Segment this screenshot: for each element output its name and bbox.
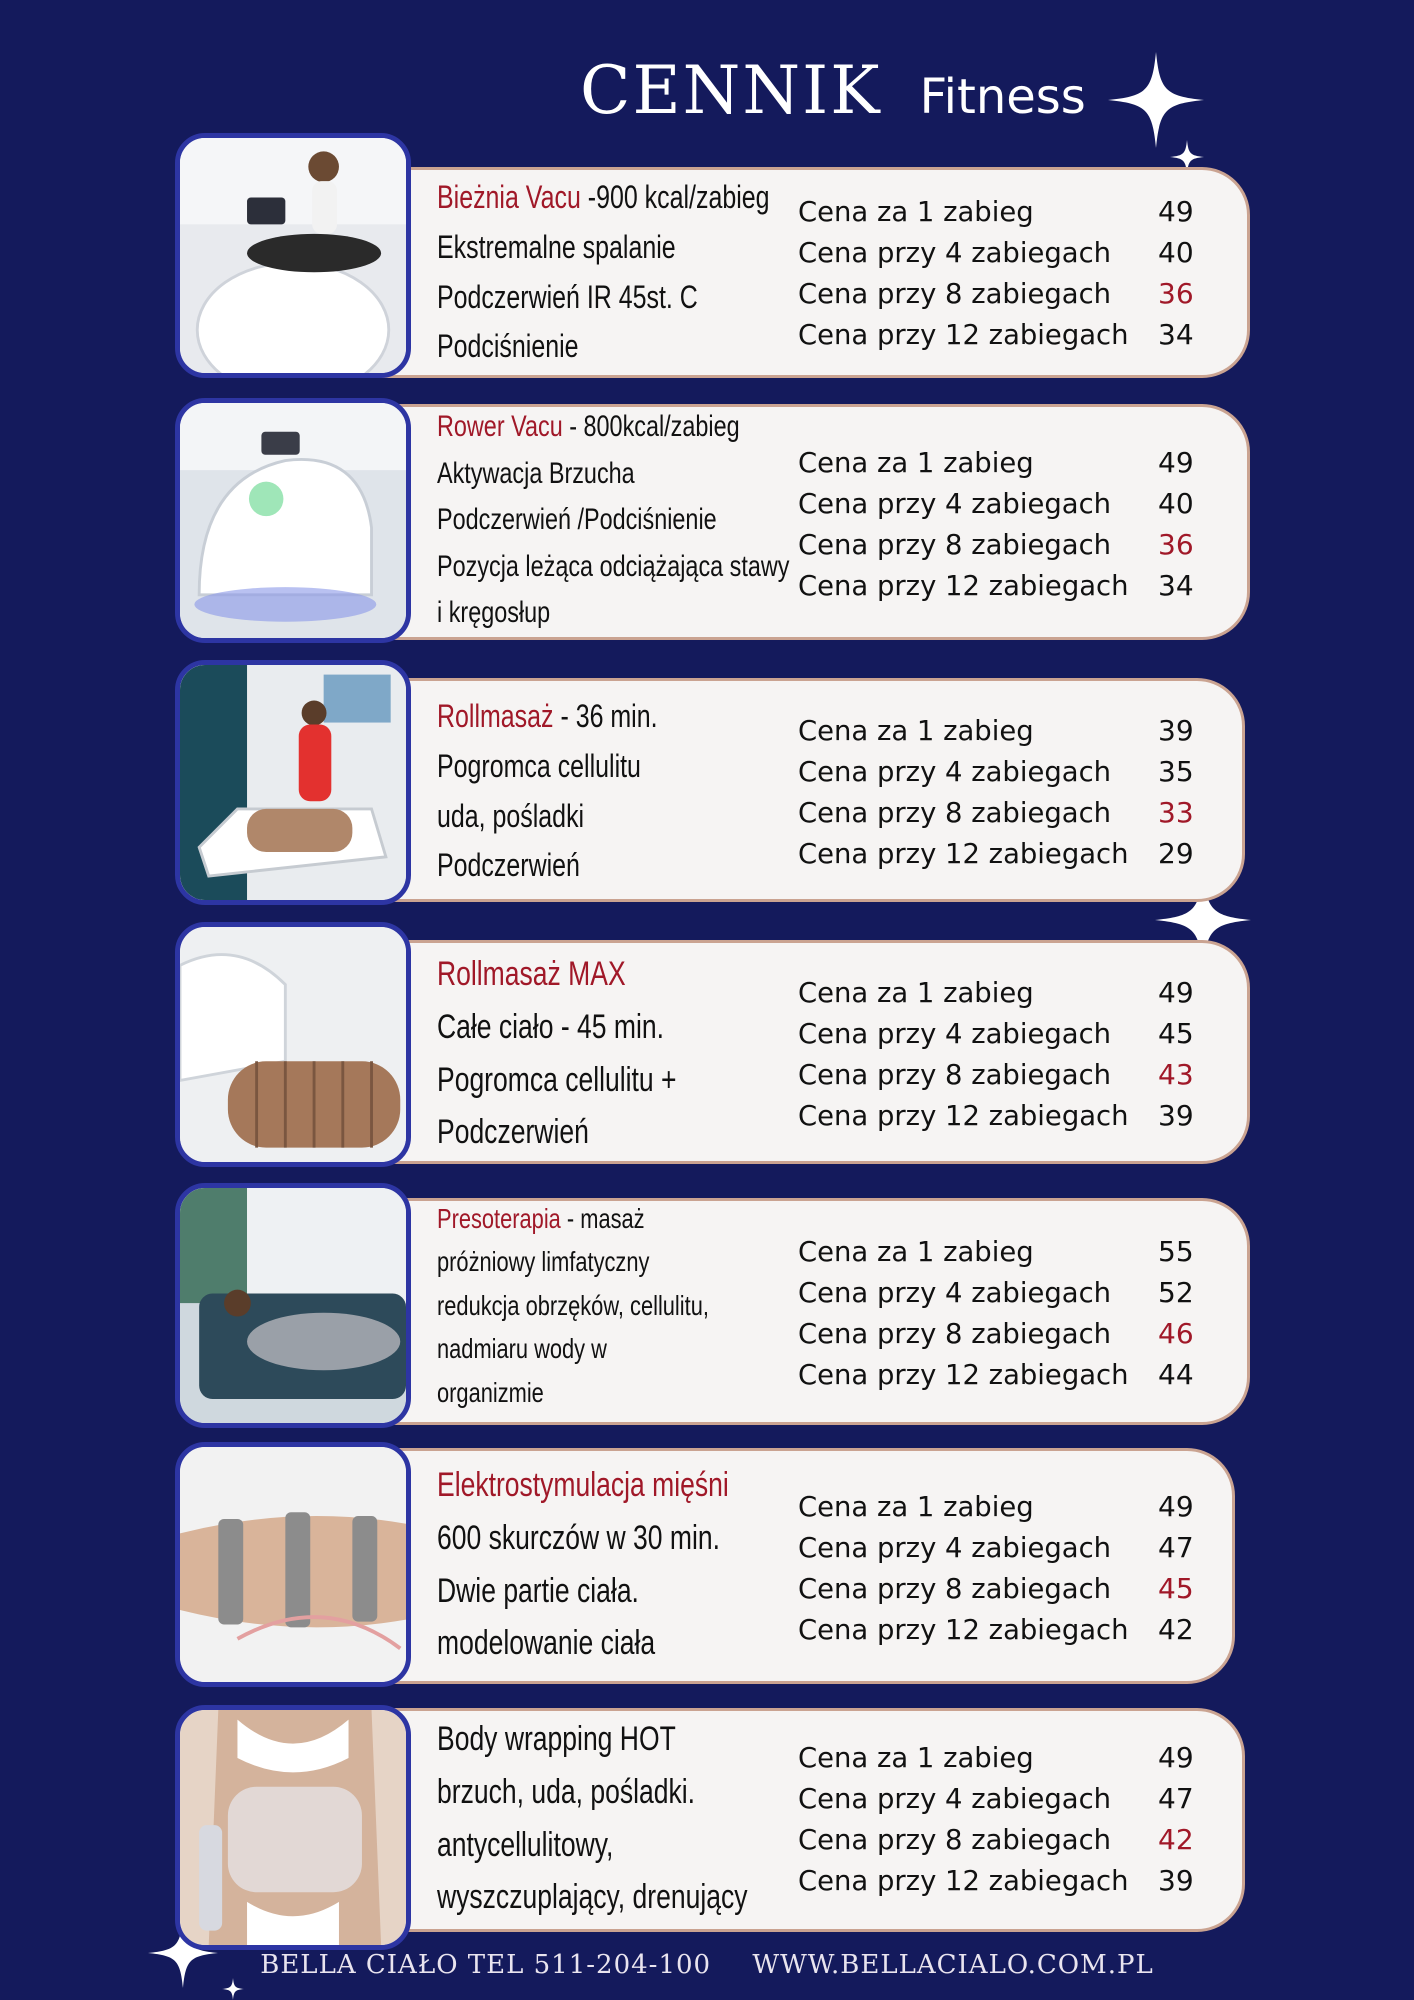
service-photo <box>175 398 411 643</box>
price-value: 39 <box>1158 713 1194 747</box>
price-list <box>798 167 1228 378</box>
price-row <box>798 1272 1228 1313</box>
description-line <box>437 792 843 842</box>
description-line <box>437 590 843 637</box>
description-line <box>437 1713 843 1766</box>
price-label: Cena przy 12 zabiegach <box>798 568 1129 602</box>
service-name: Rollmasaż MAX <box>437 955 626 994</box>
price-value: 45 <box>1158 1016 1194 1050</box>
service-name: Bieżnia Vacu <box>437 179 581 216</box>
price-label: Cena przy 8 zabiegach <box>798 276 1112 310</box>
description-text: redukcja obrzęków, cellulitu, <box>437 1289 709 1321</box>
price-value: 46 <box>1158 1317 1194 1350</box>
description-text: i kręgosłup <box>437 596 551 630</box>
price-row <box>798 1486 1228 1527</box>
price-value: 49 <box>1158 194 1194 228</box>
price-row <box>798 1778 1228 1819</box>
price-row <box>798 232 1228 273</box>
price-value: 55 <box>1158 1235 1194 1268</box>
description-text: - 800kcal/zabieg <box>562 410 740 444</box>
price-label: Cena przy 8 zabiegach <box>798 1822 1112 1856</box>
service-name: Rollmasaż <box>437 698 554 735</box>
price-label: Cena przy 4 zabiegach <box>798 1530 1112 1564</box>
description-text: wyszczuplający, drenujący <box>437 1878 748 1917</box>
description-text: antycellulitowy, <box>437 1825 614 1864</box>
description-text: próżniowy limfatyczny <box>437 1246 650 1278</box>
price-label: Cena przy 4 zabiegach <box>798 1781 1112 1815</box>
price-row <box>798 1095 1228 1136</box>
description-text: Podciśnienie <box>437 328 579 365</box>
description-line <box>437 404 843 451</box>
price-label: Cena za 1 zabieg <box>798 194 1034 228</box>
price-value: 36 <box>1158 276 1194 310</box>
description-line <box>437 1197 843 1240</box>
price-list <box>798 404 1228 643</box>
price-list <box>798 1448 1228 1687</box>
service-photo <box>175 1183 411 1428</box>
price-list <box>798 1705 1228 1932</box>
description-line <box>437 451 843 498</box>
price-label: Cena przy 8 zabiegach <box>798 1571 1112 1605</box>
description-text: Body wrapping HOT <box>437 1720 676 1759</box>
description-line <box>437 742 843 792</box>
description-line <box>437 841 843 891</box>
price-row <box>798 1819 1228 1860</box>
price-label: Cena za 1 zabieg <box>798 1235 1034 1268</box>
price-row <box>798 1527 1228 1568</box>
description-line <box>437 1240 843 1283</box>
price-label: Cena przy 8 zabiegach <box>798 527 1112 561</box>
price-value: 39 <box>1158 1863 1194 1897</box>
price-value: 44 <box>1158 1358 1194 1391</box>
description-line <box>437 1512 843 1565</box>
sparkle-icon <box>222 1978 244 2000</box>
price-row <box>798 1313 1228 1354</box>
description-line <box>437 173 843 223</box>
service-photo <box>175 922 411 1167</box>
price-value: 42 <box>1158 1612 1194 1646</box>
price-row <box>798 1860 1228 1901</box>
price-row <box>798 442 1228 483</box>
price-value: 29 <box>1158 836 1194 870</box>
footer-phone: BELLA CIAŁO TEL 511-204-100 <box>260 1950 712 1980</box>
price-row <box>798 314 1228 355</box>
price-row <box>798 710 1228 751</box>
description-text: modelowanie ciała <box>437 1624 656 1663</box>
description-line <box>437 1001 843 1054</box>
price-value: 45 <box>1158 1571 1194 1605</box>
footer-website[interactable]: WWW.BELLACIALO.COM.PL <box>752 1950 1154 1980</box>
price-row <box>798 565 1228 606</box>
service-card-rollmasaz <box>175 660 1250 905</box>
page-footer <box>0 1950 1414 1980</box>
service-photo <box>175 1442 411 1687</box>
price-value: 49 <box>1158 445 1194 479</box>
price-row <box>798 1568 1228 1609</box>
price-row <box>798 833 1228 874</box>
description-text: nadmiaru wody w <box>437 1333 607 1365</box>
service-card-rower-vacu <box>175 398 1250 643</box>
price-row <box>798 1054 1228 1095</box>
price-value: 49 <box>1158 975 1194 1009</box>
price-label: Cena za 1 zabieg <box>798 445 1034 479</box>
description-line <box>437 322 843 372</box>
description-line <box>437 1284 843 1327</box>
price-value: 36 <box>1158 527 1194 561</box>
service-name: Elektrostymulacja mięśni <box>437 1466 729 1505</box>
price-value: 35 <box>1158 754 1194 788</box>
description-text: Podczerwień <box>437 1113 589 1152</box>
price-label: Cena przy 4 zabiegach <box>798 235 1112 269</box>
price-value: 34 <box>1158 317 1194 351</box>
price-row <box>798 483 1228 524</box>
description-line <box>437 1766 843 1819</box>
price-row <box>798 792 1228 833</box>
price-row <box>798 191 1228 232</box>
service-name: Presoterapia <box>437 1203 561 1235</box>
price-label: Cena przy 8 zabiegach <box>798 795 1112 829</box>
price-row <box>798 972 1228 1013</box>
service-photo <box>175 133 411 378</box>
price-value: 47 <box>1158 1781 1194 1815</box>
price-value: 42 <box>1158 1822 1194 1856</box>
price-row <box>798 1354 1228 1395</box>
description-text: Pozycja leżąca odciążająca stawy <box>437 549 790 583</box>
price-value: 49 <box>1158 1489 1194 1523</box>
description-line <box>437 1327 843 1370</box>
price-label: Cena przy 12 zabiegach <box>798 1358 1129 1391</box>
service-photo <box>175 660 411 905</box>
page-subtitle: Fitness <box>919 69 1086 125</box>
price-label: Cena przy 4 zabiegach <box>798 1276 1112 1309</box>
description-text: Podczerwień IR 45st. C <box>437 278 698 315</box>
description-line <box>437 692 843 742</box>
price-row <box>798 1737 1228 1778</box>
price-label: Cena przy 8 zabiegach <box>798 1317 1112 1350</box>
price-label: Cena przy 4 zabiegach <box>798 486 1112 520</box>
service-card-elektrostymulacja <box>175 1442 1250 1687</box>
price-value: 43 <box>1158 1057 1194 1091</box>
description-line <box>437 273 843 323</box>
price-list <box>798 678 1228 905</box>
service-card-body-wrapping <box>175 1705 1250 1950</box>
price-label: Cena za 1 zabieg <box>798 1740 1034 1774</box>
price-list <box>798 940 1228 1167</box>
page-title: CENNIK <box>580 52 882 129</box>
page-header <box>580 52 1086 129</box>
description-line <box>437 1371 843 1414</box>
description-text: Podczerwień /Podciśnienie <box>437 503 717 537</box>
price-label: Cena przy 4 zabiegach <box>798 1016 1112 1050</box>
description-text: Pogromca cellulitu + <box>437 1060 677 1099</box>
price-row <box>798 524 1228 565</box>
description-text: 600 skurczów w 30 min. <box>437 1518 720 1557</box>
description-text: Aktywacja Brzucha <box>437 456 635 490</box>
description-text: Dwie partie ciała. <box>437 1571 639 1610</box>
price-label: Cena za 1 zabieg <box>798 1489 1034 1523</box>
price-value: 52 <box>1158 1276 1194 1309</box>
description-text: Ekstremalne spalanie <box>437 228 676 265</box>
price-row <box>798 273 1228 314</box>
price-value: 39 <box>1158 1098 1194 1132</box>
description-text: - masaż <box>560 1203 645 1235</box>
description-line <box>437 1459 843 1512</box>
price-label: Cena za 1 zabieg <box>798 713 1034 747</box>
description-text: brzuch, uda, pośladki. <box>437 1772 695 1811</box>
description-text: uda, pośladki <box>437 797 585 834</box>
price-list <box>798 1198 1228 1428</box>
description-text: - 36 min. <box>553 698 658 735</box>
description-text: Całe ciało - 45 min. <box>437 1007 664 1046</box>
price-label: Cena przy 12 zabiegach <box>798 1098 1129 1132</box>
price-label: Cena przy 12 zabiegach <box>798 1863 1129 1897</box>
service-card-presoterapia <box>175 1183 1250 1428</box>
price-row <box>798 751 1228 792</box>
description-line <box>437 1819 843 1872</box>
description-line <box>437 497 843 544</box>
price-value: 49 <box>1158 1740 1194 1774</box>
description-text: organizmie <box>437 1376 544 1408</box>
description-text: Podczerwień <box>437 847 580 884</box>
price-value: 40 <box>1158 235 1194 269</box>
price-row <box>798 1013 1228 1054</box>
service-card-rollmasaz-max <box>175 922 1250 1167</box>
price-label: Cena przy 12 zabiegach <box>798 836 1129 870</box>
service-card-bieznia-vacu <box>175 133 1250 378</box>
description-text: -900 kcal/zabieg <box>580 179 770 216</box>
description-line <box>437 1871 843 1924</box>
price-label: Cena przy 4 zabiegach <box>798 754 1112 788</box>
price-value: 47 <box>1158 1530 1194 1564</box>
service-photo <box>175 1705 411 1950</box>
price-label: Cena przy 8 zabiegach <box>798 1057 1112 1091</box>
description-line <box>437 948 843 1001</box>
price-label: Cena przy 12 zabiegach <box>798 1612 1129 1646</box>
service-name: Rower Vacu <box>437 410 563 444</box>
description-line <box>437 1106 843 1159</box>
price-value: 40 <box>1158 486 1194 520</box>
price-label: Cena przy 12 zabiegach <box>798 317 1129 351</box>
description-line <box>437 1617 843 1670</box>
description-line <box>437 223 843 273</box>
description-text: Pogromca cellulitu <box>437 747 641 784</box>
price-row <box>798 1609 1228 1650</box>
description-line <box>437 544 843 591</box>
description-line <box>437 1054 843 1107</box>
description-line <box>437 1565 843 1618</box>
price-value: 33 <box>1158 795 1194 829</box>
price-label: Cena za 1 zabieg <box>798 975 1034 1009</box>
price-row <box>798 1231 1228 1272</box>
price-value: 34 <box>1158 568 1194 602</box>
